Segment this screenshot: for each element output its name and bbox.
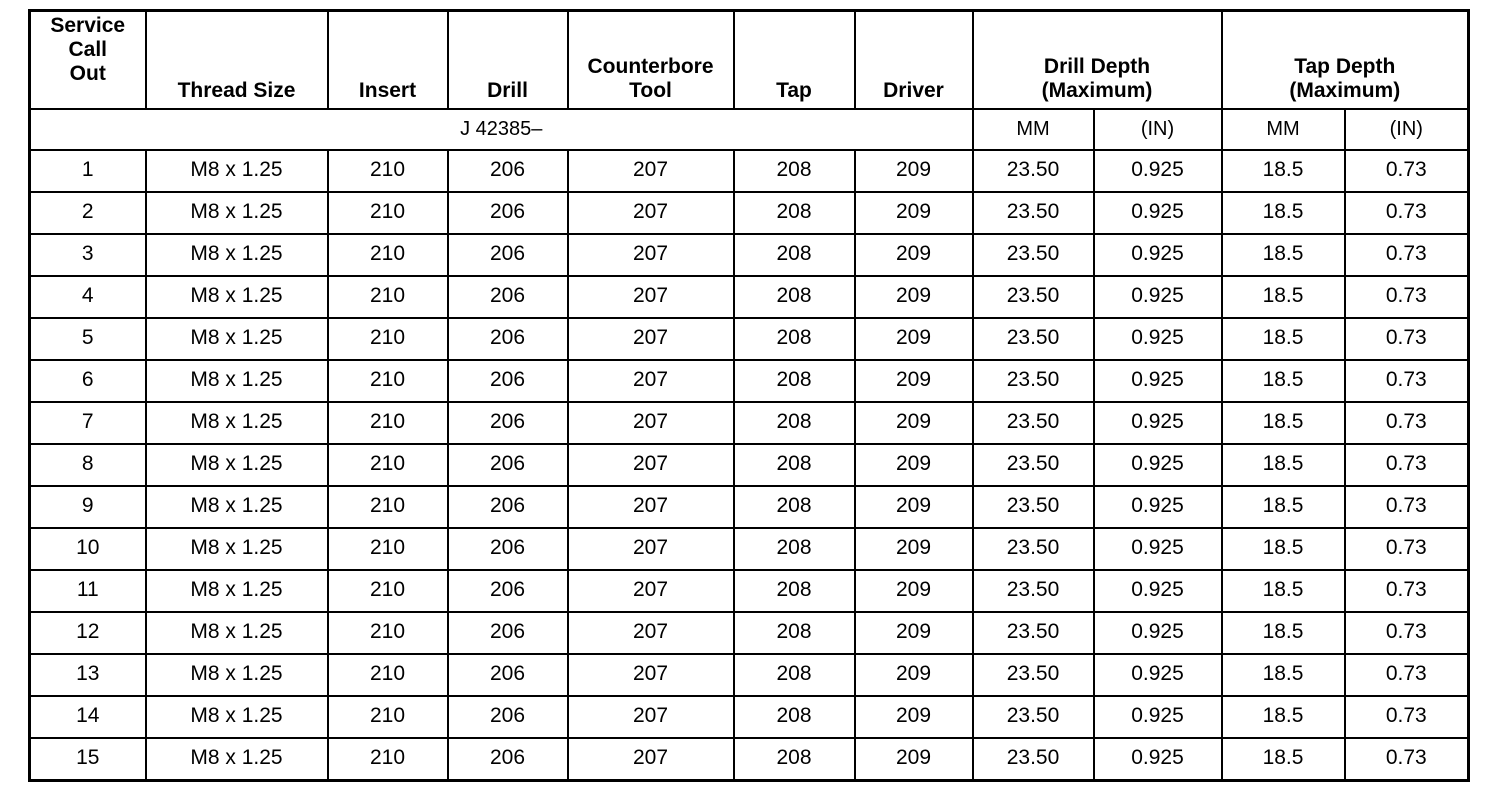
drill-cell: 206 [448, 528, 568, 570]
service-call-out-cell: 10 [30, 528, 146, 570]
drill-depth-in-cell: 0.925 [1094, 486, 1222, 528]
drill-depth-mm-cell: 23.50 [973, 192, 1094, 234]
tap-depth-in-cell: 0.73 [1345, 360, 1469, 402]
tap-cell: 208 [734, 612, 855, 654]
tap-cell: 208 [734, 486, 855, 528]
service-call-out-cell: 15 [30, 738, 146, 781]
drill-cell: 206 [448, 570, 568, 612]
tap-cell: 208 [734, 192, 855, 234]
table-row [30, 612, 1469, 654]
drill-cell: 206 [448, 402, 568, 444]
drill-cell: 206 [448, 696, 568, 738]
counterbore-tool-cell: 207 [568, 444, 734, 486]
thread-size-cell: M8 x 1.25 [146, 234, 328, 276]
tap-depth-mm-cell: 18.5 [1222, 612, 1345, 654]
table-row [30, 738, 1469, 781]
tap-depth-mm-cell: 18.5 [1222, 486, 1345, 528]
drill-depth-in-cell: 0.925 [1094, 612, 1222, 654]
drill-depth-in-cell: 0.925 [1094, 696, 1222, 738]
service-call-out-cell: 9 [30, 486, 146, 528]
drill-depth-mm-cell: 23.50 [973, 528, 1094, 570]
drill-cell: 206 [448, 276, 568, 318]
drill-cell: 206 [448, 318, 568, 360]
tap-depth-mm-cell: 18.5 [1222, 192, 1345, 234]
table-row [30, 192, 1469, 234]
drill-depth-in-cell: 0.925 [1094, 738, 1222, 781]
tap-depth-mm-cell: 18.5 [1222, 402, 1345, 444]
thread-size-cell: M8 x 1.25 [146, 192, 328, 234]
driver-cell: 209 [855, 528, 973, 570]
tap-depth-in-cell: 0.73 [1345, 738, 1469, 781]
driver-cell: 209 [855, 486, 973, 528]
table-row [30, 276, 1469, 318]
thread-size-cell: M8 x 1.25 [146, 696, 328, 738]
drill-cell: 206 [448, 654, 568, 696]
tap-depth-mm-cell: 18.5 [1222, 360, 1345, 402]
insert-cell: 210 [328, 360, 448, 402]
service-call-out-cell: 2 [30, 192, 146, 234]
drill-depth-in-unit: (IN) [1094, 109, 1222, 150]
tap-depth-in-unit: (IN) [1345, 109, 1469, 150]
drill-depth-mm-cell: 23.50 [973, 276, 1094, 318]
thread-size-cell: M8 x 1.25 [146, 738, 328, 781]
header-service-call-out-line: Out [69, 62, 106, 85]
tap-cell: 208 [734, 444, 855, 486]
thread-size-cell: M8 x 1.25 [146, 318, 328, 360]
service-call-out-cell: 1 [30, 150, 146, 192]
drill-depth-in-cell: 0.925 [1094, 360, 1222, 402]
tap-depth-in-cell: 0.73 [1345, 444, 1469, 486]
tap-depth-in-cell: 0.73 [1345, 654, 1469, 696]
thread-size-cell: M8 x 1.25 [146, 528, 328, 570]
service-call-out-cell: 4 [30, 276, 146, 318]
drill-depth-mm-cell: 23.50 [973, 696, 1094, 738]
tap-depth-in-cell: 0.73 [1345, 276, 1469, 318]
table-body [30, 150, 1469, 781]
counterbore-tool-cell: 207 [568, 150, 734, 192]
driver-cell: 209 [855, 276, 973, 318]
drill-depth-in-cell: 0.925 [1094, 444, 1222, 486]
thread-size-cell: M8 x 1.25 [146, 612, 328, 654]
tap-depth-mm-cell: 18.5 [1222, 276, 1345, 318]
tap-cell: 208 [734, 234, 855, 276]
unit-row [30, 109, 1469, 150]
tap-depth-in-cell: 0.73 [1345, 696, 1469, 738]
tap-cell: 208 [734, 402, 855, 444]
counterbore-tool-cell: 207 [568, 276, 734, 318]
service-call-out-cell: 14 [30, 696, 146, 738]
thread-size-cell: M8 x 1.25 [146, 276, 328, 318]
tap-depth-in-cell: 0.73 [1345, 192, 1469, 234]
header-tap-depth-line: Tap Depth [1294, 55, 1396, 78]
service-call-out-cell: 13 [30, 654, 146, 696]
counterbore-tool-cell: 207 [568, 318, 734, 360]
drill-depth-in-cell: 0.925 [1094, 402, 1222, 444]
tap-depth-mm-cell: 18.5 [1222, 234, 1345, 276]
tap-depth-mm-cell: 18.5 [1222, 696, 1345, 738]
drill-depth-mm-cell: 23.50 [973, 234, 1094, 276]
tap-depth-in-cell: 0.73 [1345, 150, 1469, 192]
drill-depth-mm-cell: 23.50 [973, 486, 1094, 528]
drill-cell: 206 [448, 612, 568, 654]
table-row [30, 528, 1469, 570]
table-row [30, 696, 1469, 738]
thread-size-cell: M8 x 1.25 [146, 570, 328, 612]
header-service-call-out-line: Service [50, 14, 126, 37]
drill-cell: 206 [448, 444, 568, 486]
service-call-out-cell: 7 [30, 402, 146, 444]
table-row [30, 402, 1469, 444]
thread-size-cell: M8 x 1.25 [146, 444, 328, 486]
thread-size-cell: M8 x 1.25 [146, 150, 328, 192]
thread-size-cell: M8 x 1.25 [146, 360, 328, 402]
drill-cell: 206 [448, 150, 568, 192]
drill-depth-mm-cell: 23.50 [973, 612, 1094, 654]
tap-cell: 208 [734, 150, 855, 192]
header-drill-depth-line: (Maximum) [1041, 79, 1153, 102]
driver-cell: 209 [855, 318, 973, 360]
header-counterbore-tool [568, 11, 734, 110]
header-tap-depth [1222, 11, 1469, 110]
driver-cell: 209 [855, 570, 973, 612]
driver-cell: 209 [855, 654, 973, 696]
header-tap-depth-line: (Maximum) [1289, 79, 1401, 102]
driver-cell: 209 [855, 444, 973, 486]
header-service-call-out [30, 11, 146, 110]
driver-cell: 209 [855, 360, 973, 402]
insert-cell: 210 [328, 654, 448, 696]
insert-cell: 210 [328, 150, 448, 192]
insert-cell: 210 [328, 570, 448, 612]
counterbore-tool-cell: 207 [568, 360, 734, 402]
drill-cell: 206 [448, 486, 568, 528]
table-row [30, 486, 1469, 528]
header-drill-depth-line: Drill Depth [1043, 55, 1151, 78]
tap-cell: 208 [734, 318, 855, 360]
tap-depth-in-cell: 0.73 [1345, 486, 1469, 528]
drill-depth-in-cell: 0.925 [1094, 570, 1222, 612]
insert-cell: 210 [328, 696, 448, 738]
insert-cell: 210 [328, 612, 448, 654]
tap-depth-in-cell: 0.73 [1345, 528, 1469, 570]
counterbore-tool-cell: 207 [568, 654, 734, 696]
drill-depth-in-cell: 0.925 [1094, 318, 1222, 360]
driver-cell: 209 [855, 402, 973, 444]
drill-depth-mm-cell: 23.50 [973, 318, 1094, 360]
counterbore-tool-cell: 207 [568, 402, 734, 444]
tap-depth-mm-cell: 18.5 [1222, 444, 1345, 486]
table-row [30, 654, 1469, 696]
drill-depth-in-cell: 0.925 [1094, 234, 1222, 276]
drill-cell: 206 [448, 738, 568, 781]
tap-cell: 208 [734, 570, 855, 612]
tap-cell: 208 [734, 696, 855, 738]
header-drill: Drill [448, 11, 568, 110]
tap-depth-mm-cell: 18.5 [1222, 150, 1345, 192]
counterbore-tool-cell: 207 [568, 486, 734, 528]
tap-depth-mm-cell: 18.5 [1222, 318, 1345, 360]
drill-depth-in-cell: 0.925 [1094, 654, 1222, 696]
table-row [30, 444, 1469, 486]
insert-cell: 210 [328, 486, 448, 528]
tap-depth-in-cell: 0.73 [1345, 570, 1469, 612]
thread-size-cell: M8 x 1.25 [146, 654, 328, 696]
drill-depth-in-cell: 0.925 [1094, 150, 1222, 192]
counterbore-tool-cell: 207 [568, 528, 734, 570]
driver-cell: 209 [855, 150, 973, 192]
header-row [30, 11, 1469, 110]
tap-cell: 208 [734, 276, 855, 318]
driver-cell: 209 [855, 738, 973, 781]
header-service-call-out-line: Call [68, 38, 107, 61]
header-insert: Insert [328, 11, 448, 110]
tap-depth-mm-cell: 18.5 [1222, 654, 1345, 696]
insert-cell: 210 [328, 444, 448, 486]
tap-depth-in-cell: 0.73 [1345, 612, 1469, 654]
service-call-out-cell: 11 [30, 570, 146, 612]
drill-depth-in-cell: 0.925 [1094, 528, 1222, 570]
counterbore-tool-cell: 207 [568, 696, 734, 738]
drill-cell: 206 [448, 360, 568, 402]
header-counterbore-tool-line: Counterbore [587, 55, 714, 78]
header-driver: Driver [855, 11, 973, 110]
driver-cell: 209 [855, 234, 973, 276]
header-thread-size: Thread Size [146, 11, 328, 110]
tap-cell: 208 [734, 654, 855, 696]
table-row [30, 234, 1469, 276]
thread-size-cell: M8 x 1.25 [146, 402, 328, 444]
drill-depth-in-cell: 0.925 [1094, 192, 1222, 234]
insert-cell: 210 [328, 738, 448, 781]
drill-depth-mm-cell: 23.50 [973, 150, 1094, 192]
counterbore-tool-cell: 207 [568, 234, 734, 276]
counterbore-tool-cell: 207 [568, 570, 734, 612]
tool-prefix: J 42385– [30, 109, 973, 150]
drill-depth-mm-cell: 23.50 [973, 570, 1094, 612]
tap-depth-in-cell: 0.73 [1345, 318, 1469, 360]
tap-depth-in-cell: 0.73 [1345, 402, 1469, 444]
table-row [30, 570, 1469, 612]
counterbore-tool-cell: 207 [568, 612, 734, 654]
service-call-out-cell: 3 [30, 234, 146, 276]
service-call-out-cell: 8 [30, 444, 146, 486]
table-row [30, 360, 1469, 402]
insert-cell: 210 [328, 402, 448, 444]
drill-depth-mm-cell: 23.50 [973, 360, 1094, 402]
insert-cell: 210 [328, 276, 448, 318]
table-row [30, 150, 1469, 192]
drill-cell: 206 [448, 234, 568, 276]
tool-specification-table [28, 9, 1470, 782]
thread-size-cell: M8 x 1.25 [146, 486, 328, 528]
drill-depth-mm-cell: 23.50 [973, 738, 1094, 781]
tap-depth-mm-cell: 18.5 [1222, 528, 1345, 570]
tap-depth-mm-unit: MM [1222, 109, 1345, 150]
drill-cell: 206 [448, 192, 568, 234]
counterbore-tool-cell: 207 [568, 192, 734, 234]
tap-cell: 208 [734, 360, 855, 402]
driver-cell: 209 [855, 192, 973, 234]
header-drill-depth [973, 11, 1222, 110]
tap-depth-in-cell: 0.73 [1345, 234, 1469, 276]
driver-cell: 209 [855, 696, 973, 738]
drill-depth-in-cell: 0.925 [1094, 276, 1222, 318]
drill-depth-mm-cell: 23.50 [973, 654, 1094, 696]
service-call-out-cell: 5 [30, 318, 146, 360]
tap-cell: 208 [734, 738, 855, 781]
drill-depth-mm-unit: MM [973, 109, 1094, 150]
insert-cell: 210 [328, 192, 448, 234]
insert-cell: 210 [328, 318, 448, 360]
tap-depth-mm-cell: 18.5 [1222, 738, 1345, 781]
table-row [30, 318, 1469, 360]
drill-depth-mm-cell: 23.50 [973, 444, 1094, 486]
driver-cell: 209 [855, 612, 973, 654]
drill-depth-mm-cell: 23.50 [973, 402, 1094, 444]
insert-cell: 210 [328, 528, 448, 570]
header-tap: Tap [734, 11, 855, 110]
service-call-out-cell: 12 [30, 612, 146, 654]
insert-cell: 210 [328, 234, 448, 276]
header-counterbore-tool-line: Tool [629, 79, 672, 102]
counterbore-tool-cell: 207 [568, 738, 734, 781]
tap-cell: 208 [734, 528, 855, 570]
tap-depth-mm-cell: 18.5 [1222, 570, 1345, 612]
service-call-out-cell: 6 [30, 360, 146, 402]
